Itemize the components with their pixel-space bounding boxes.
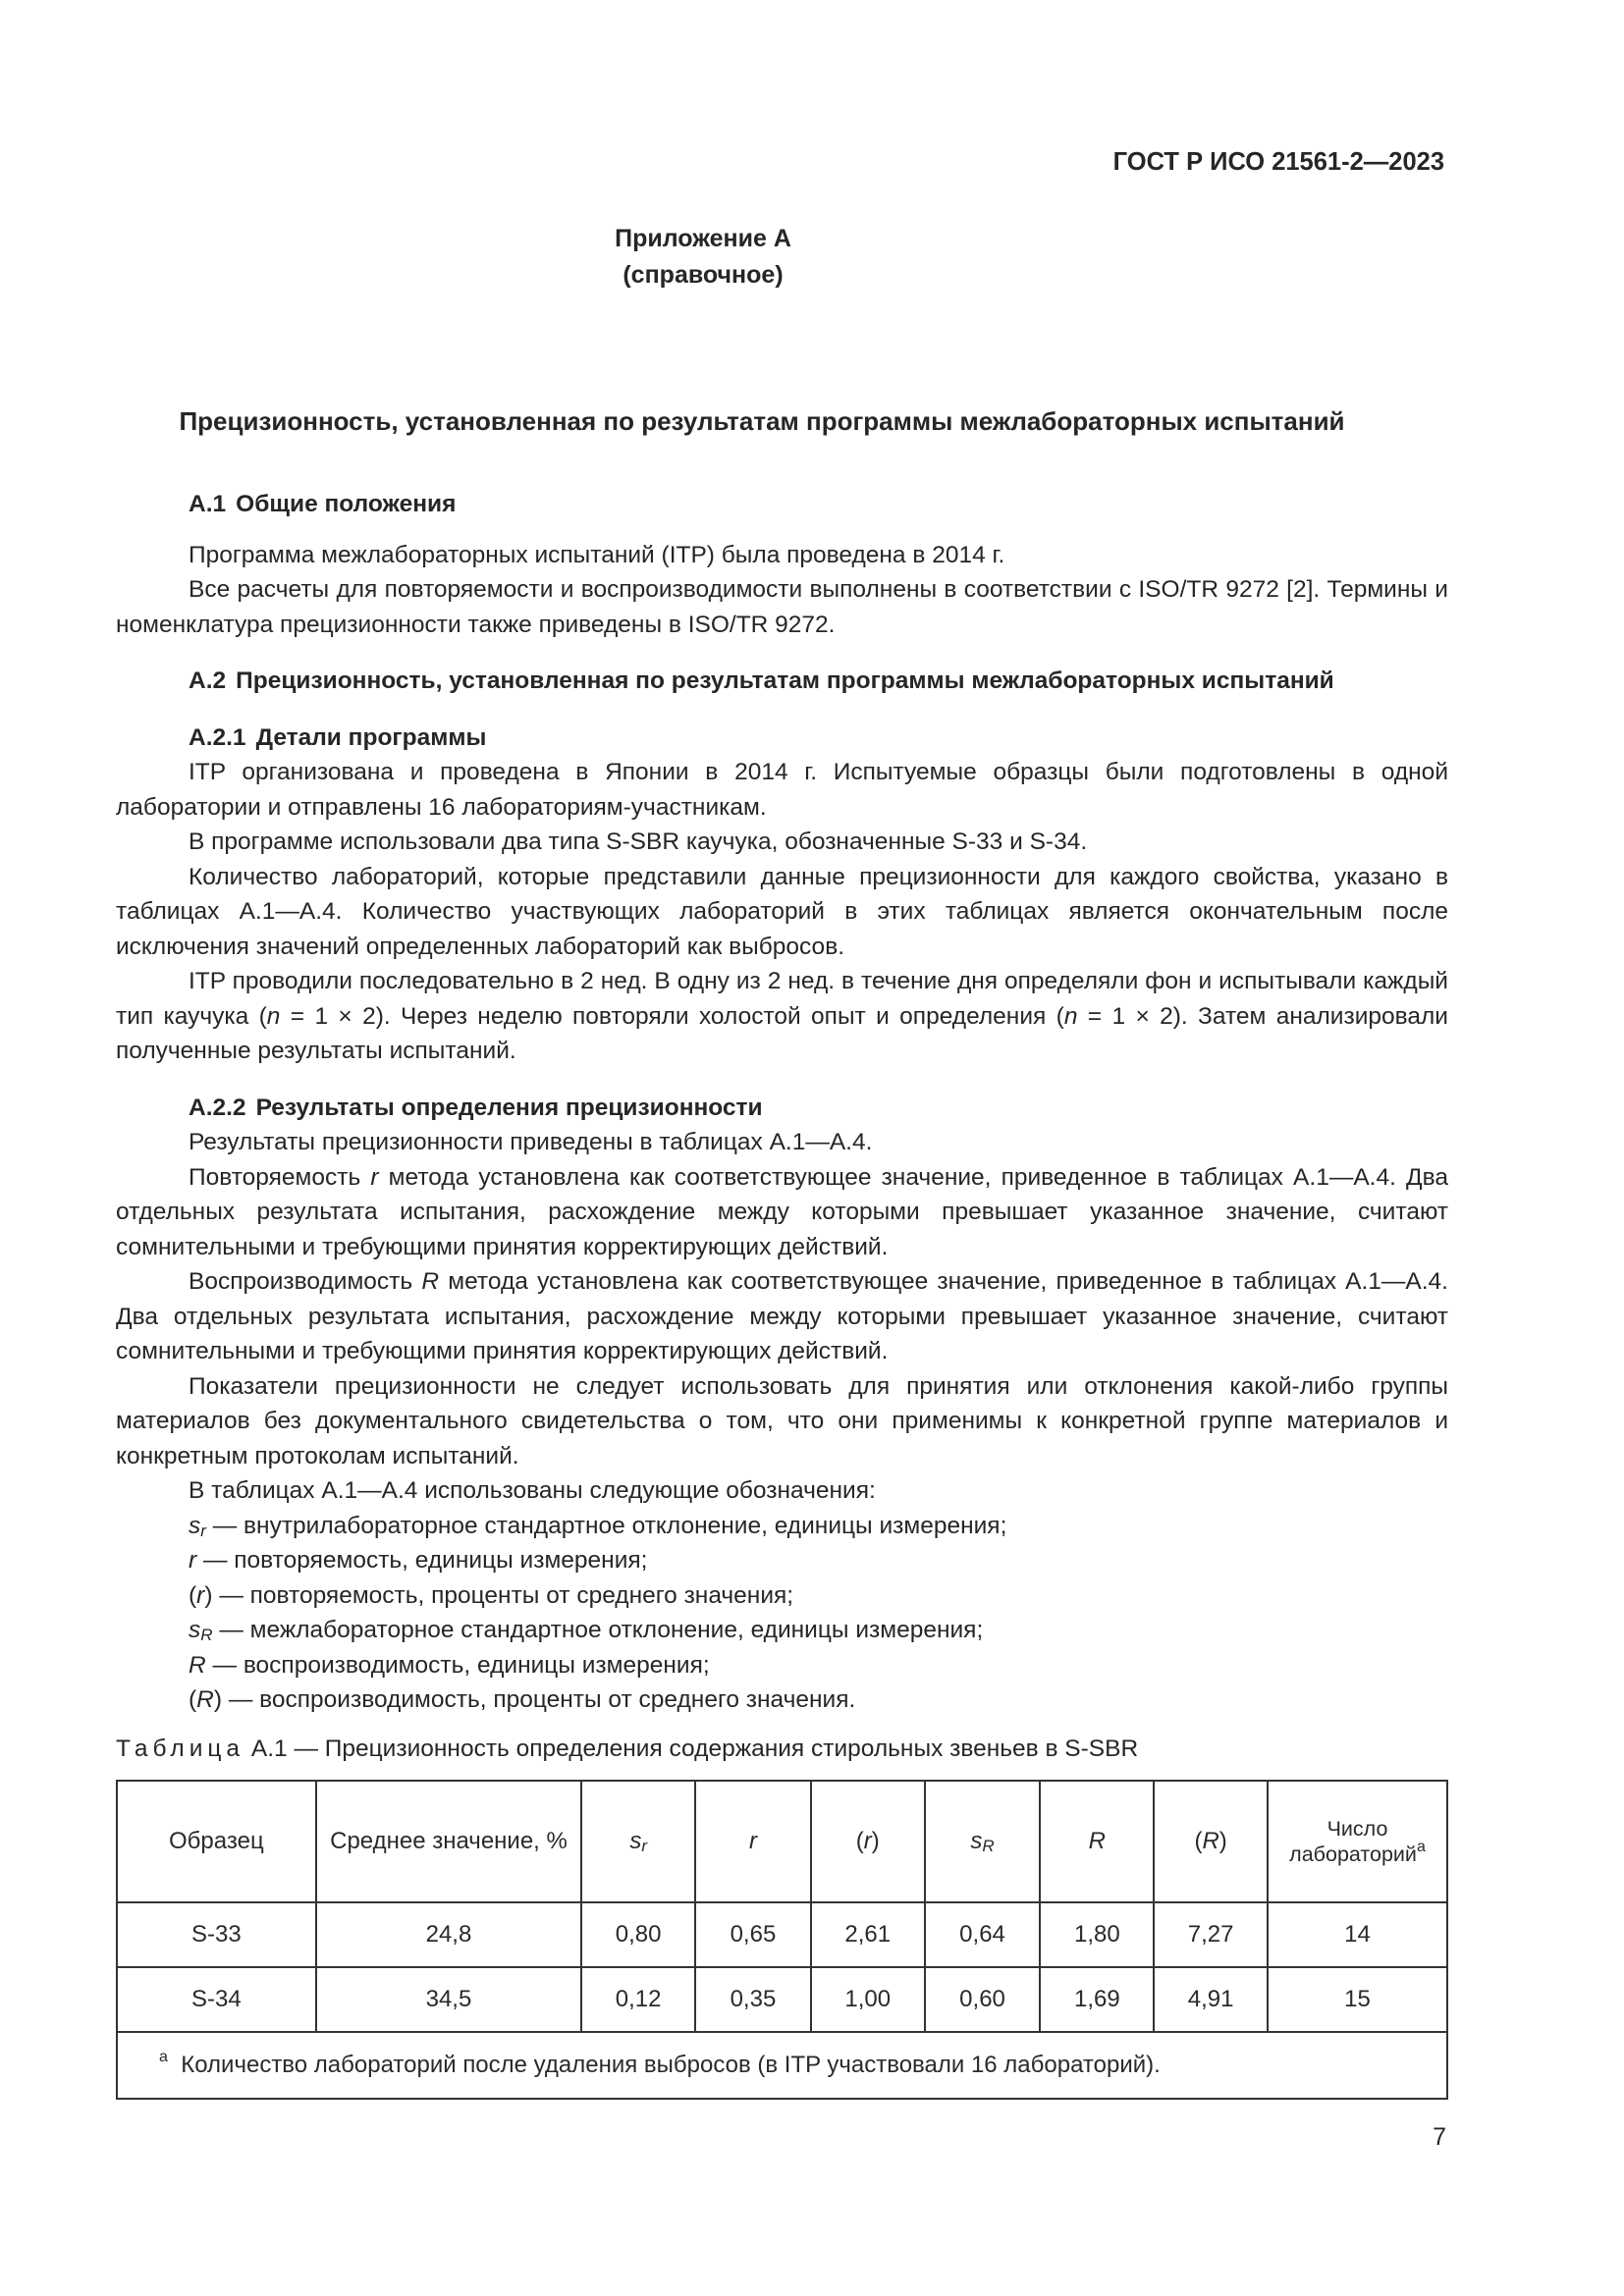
symbol-R: R: [189, 1651, 206, 1679]
cell-labs: 14: [1268, 1902, 1447, 1967]
cell-sr: 0,12: [581, 1967, 695, 2032]
cell-r-percent: 1,00: [811, 1967, 925, 2032]
table-caption-label: Таблица: [116, 1735, 245, 1762]
symbol-R: R: [421, 1268, 440, 1295]
main-title: Прецизионность, установленная по результатам программы межлабораторных испытаний: [179, 406, 1345, 436]
symbol-n: n: [266, 1002, 281, 1030]
cell-labs: 15: [1268, 1967, 1447, 2032]
text-run: Воспроизводимость: [189, 1268, 422, 1295]
table-row: [117, 1967, 1447, 2032]
section-number: А.2.1: [189, 723, 246, 751]
cell-sample: S-34: [117, 1967, 316, 2032]
table-caption-text: А.1 — Прецизионность определения содержания стирольных звеньев в S-SBR: [244, 1735, 1139, 1762]
text-run: Повторяемость: [189, 1163, 371, 1191]
bracket: (: [189, 1686, 197, 1713]
symbol-r: r: [370, 1163, 379, 1191]
header-labs-line2: лабораторий: [1289, 1842, 1417, 1866]
header-sr: [581, 1781, 695, 1902]
header-r-percent: [811, 1781, 925, 1902]
table-row: [117, 1902, 1447, 1967]
subscript-R: R: [982, 1837, 995, 1856]
symbol-s: s: [629, 1828, 642, 1855]
section-title: Общие положения: [236, 491, 457, 517]
section-title: Детали программы: [255, 723, 487, 751]
cell-R: 1,69: [1040, 1967, 1154, 2032]
table-footnote: [117, 2032, 1447, 2099]
footnote-text: Количество лабораторий после удаления выбросов (в ITP участвовали 16 лабораторий).: [181, 2052, 1161, 2079]
cell-sample: S-33: [117, 1902, 316, 1967]
header-R-percent: [1154, 1781, 1268, 1902]
paragraph: Результаты прецизионности приведены в таблицах А.1—А.4.: [189, 1129, 873, 1155]
section-heading-a22: [116, 1091, 1448, 1126]
cell-r: 0,65: [695, 1902, 811, 1967]
symbol-s: s: [189, 1512, 201, 1539]
cell-R-percent: 4,91: [1154, 1967, 1268, 2032]
section-heading-a21: [116, 721, 1448, 756]
cell-R: 1,80: [1040, 1902, 1154, 1967]
subscript-R: R: [200, 1626, 213, 1644]
table-caption: [116, 1732, 1448, 1767]
section-heading-a2: [116, 664, 1448, 699]
bracket: (: [189, 1581, 197, 1609]
definition-text: — повторяемость, единицы измерения;: [196, 1547, 648, 1574]
definition-sR: [116, 1613, 1448, 1648]
cell-R-percent: 7,27: [1154, 1902, 1268, 1967]
bracket: ): [1218, 1828, 1227, 1855]
header-r: [695, 1781, 811, 1902]
definition-r: [116, 1543, 1448, 1578]
paragraph: [116, 964, 1448, 1069]
section-number: А.2.2: [189, 1094, 246, 1121]
definition-R: [116, 1648, 1448, 1683]
section-number: А.1: [189, 491, 227, 517]
bracket: (: [1194, 1828, 1203, 1855]
section-heading-a1: [116, 487, 1448, 522]
document-body: [116, 487, 1448, 2100]
text-run: ITP проводили последовательно в 2 нед. В одну из 2 нед. в течение дня определяли фон и испытывали каждый тип каучука (: [116, 968, 1448, 1030]
text-run: метода установлена как соответствующее значение, приведенное в таблицах А.1—А.4. Два отдельных результата испытания, расхождение между которыми превышает указанное значение, считают сомнительными и требующими принятия корректирующих действий.: [116, 1163, 1448, 1260]
symbol-R: R: [1088, 1828, 1106, 1855]
table-header-row: [117, 1781, 1447, 1902]
symbol-s: s: [189, 1617, 201, 1643]
symbol-n: n: [1063, 1002, 1078, 1030]
definition-text: — воспроизводимость, единицы измерения;: [205, 1651, 710, 1679]
bracket: ): [204, 1581, 213, 1609]
section-number: А.2: [189, 667, 227, 694]
subscript-r: r: [200, 1521, 206, 1540]
cell-sR: 0,60: [925, 1967, 1041, 2032]
definition-text: — воспроизводимость, проценты от среднего значения.: [222, 1686, 856, 1713]
symbol-R: R: [1202, 1828, 1219, 1855]
cell-mean: 34,5: [316, 1967, 582, 2032]
section-title: Прецизионность, установленная по результатам программы межлабораторных испытаний: [236, 667, 1334, 694]
symbol-r: r: [748, 1828, 757, 1855]
bracket: (: [855, 1828, 864, 1855]
precision-table: [116, 1780, 1448, 2100]
paragraph: В таблицах А.1—А.4 использованы следующие обозначения:: [189, 1477, 876, 1504]
paragraph: [116, 1264, 1448, 1369]
paragraph: Все расчеты для повторяемости и воспроизводимости выполнены в соответствии с ISO/TR 9272 [2]. Термины и номенклатура прецизионности также приведены в ISO/TR 9272.: [116, 576, 1448, 638]
cell-r: 0,35: [695, 1967, 811, 2032]
footnote-marker: a: [1416, 1838, 1426, 1855]
annex-title: Приложение А: [615, 225, 791, 252]
header-mean: Среднее значение, %: [316, 1781, 582, 1902]
header-sR: [925, 1781, 1041, 1902]
cell-mean: 24,8: [316, 1902, 582, 1967]
text-run: = 1 × 2). Затем анализировали полученные результаты испытаний.: [116, 1002, 1448, 1064]
definition-sr: [116, 1509, 1448, 1544]
cell-sr: 0,80: [581, 1902, 695, 1967]
text-run: метода установлена как соответствующее значение, приведенное в таблицах А.1—А.4. Два отдельных результата испытания, расхождение между которыми превышает указанное значение, считают сомнительными и требующими принятия корректирующих действий.: [116, 1268, 1448, 1364]
symbol-r: r: [196, 1581, 205, 1609]
symbol-r: r: [189, 1547, 197, 1574]
paragraph: Показатели прецизионности не следует использовать для принятия или отклонения какой-либо группы материалов без документального свидетельства о том, что они применимы к конкретной группе материалов и конкретным протоколам испытаний.: [116, 1372, 1448, 1469]
definition-text: — межлабораторное стандартное отклонение, единицы измерения;: [212, 1617, 984, 1643]
cell-sR: 0,64: [925, 1902, 1041, 1967]
symbol-R: R: [196, 1686, 214, 1713]
bracket: ): [871, 1828, 880, 1855]
definition-text: — повторяемость, проценты от среднего значения;: [212, 1581, 794, 1609]
annex-heading: [0, 221, 1406, 294]
document-code: ГОСТ Р ИСО 21561-2—2023: [1112, 148, 1444, 176]
subscript-r: r: [641, 1837, 647, 1856]
symbol-s: s: [970, 1828, 983, 1855]
header-R: [1040, 1781, 1154, 1902]
header-labs: [1268, 1781, 1447, 1902]
cell-r-percent: 2,61: [811, 1902, 925, 1967]
paragraph: Программа межлабораторных испытаний (ITP) была проведена в 2014 г.: [189, 541, 1005, 568]
definition-R-percent: [116, 1682, 1448, 1718]
bracket: ): [213, 1686, 223, 1713]
paragraph: [116, 1160, 1448, 1265]
paragraph: Количество лабораторий, которые представили данные прецизионности для каждого свойства, указано в таблицах А.1—А.4. Количество участвующих лабораторий в этих таблицах является окончательным после исключения значений определенных лабораторий как выбросов.: [116, 863, 1448, 960]
symbol-r: r: [863, 1828, 872, 1855]
page-number: 7: [1433, 2123, 1446, 2151]
text-run: = 1 × 2). Через неделю повторяли холостой опыт и определения (: [280, 1002, 1064, 1030]
paragraph: В программе использовали два типа S-SBR каучука, обозначенные S-33 и S-34.: [189, 828, 1088, 855]
paragraph: ITP организована и проведена в Японии в 2014 г. Испытуемые образцы были подготовлены в одной лаборатории и отправлены 16 лабораториям-участникам.: [116, 759, 1448, 821]
table-footnote-row: [117, 2032, 1447, 2099]
definition-r-percent: [116, 1578, 1448, 1614]
footnote-marker: a: [159, 2049, 168, 2066]
definition-text: — внутрилабораторное стандартное отклонение, единицы измерения;: [205, 1512, 1007, 1539]
header-labs-line1: Число: [1326, 1817, 1388, 1841]
annex-subtitle: (справочное): [623, 261, 784, 289]
header-sample: Образец: [117, 1781, 316, 1902]
section-title: Результаты определения прецизионности: [255, 1094, 763, 1121]
